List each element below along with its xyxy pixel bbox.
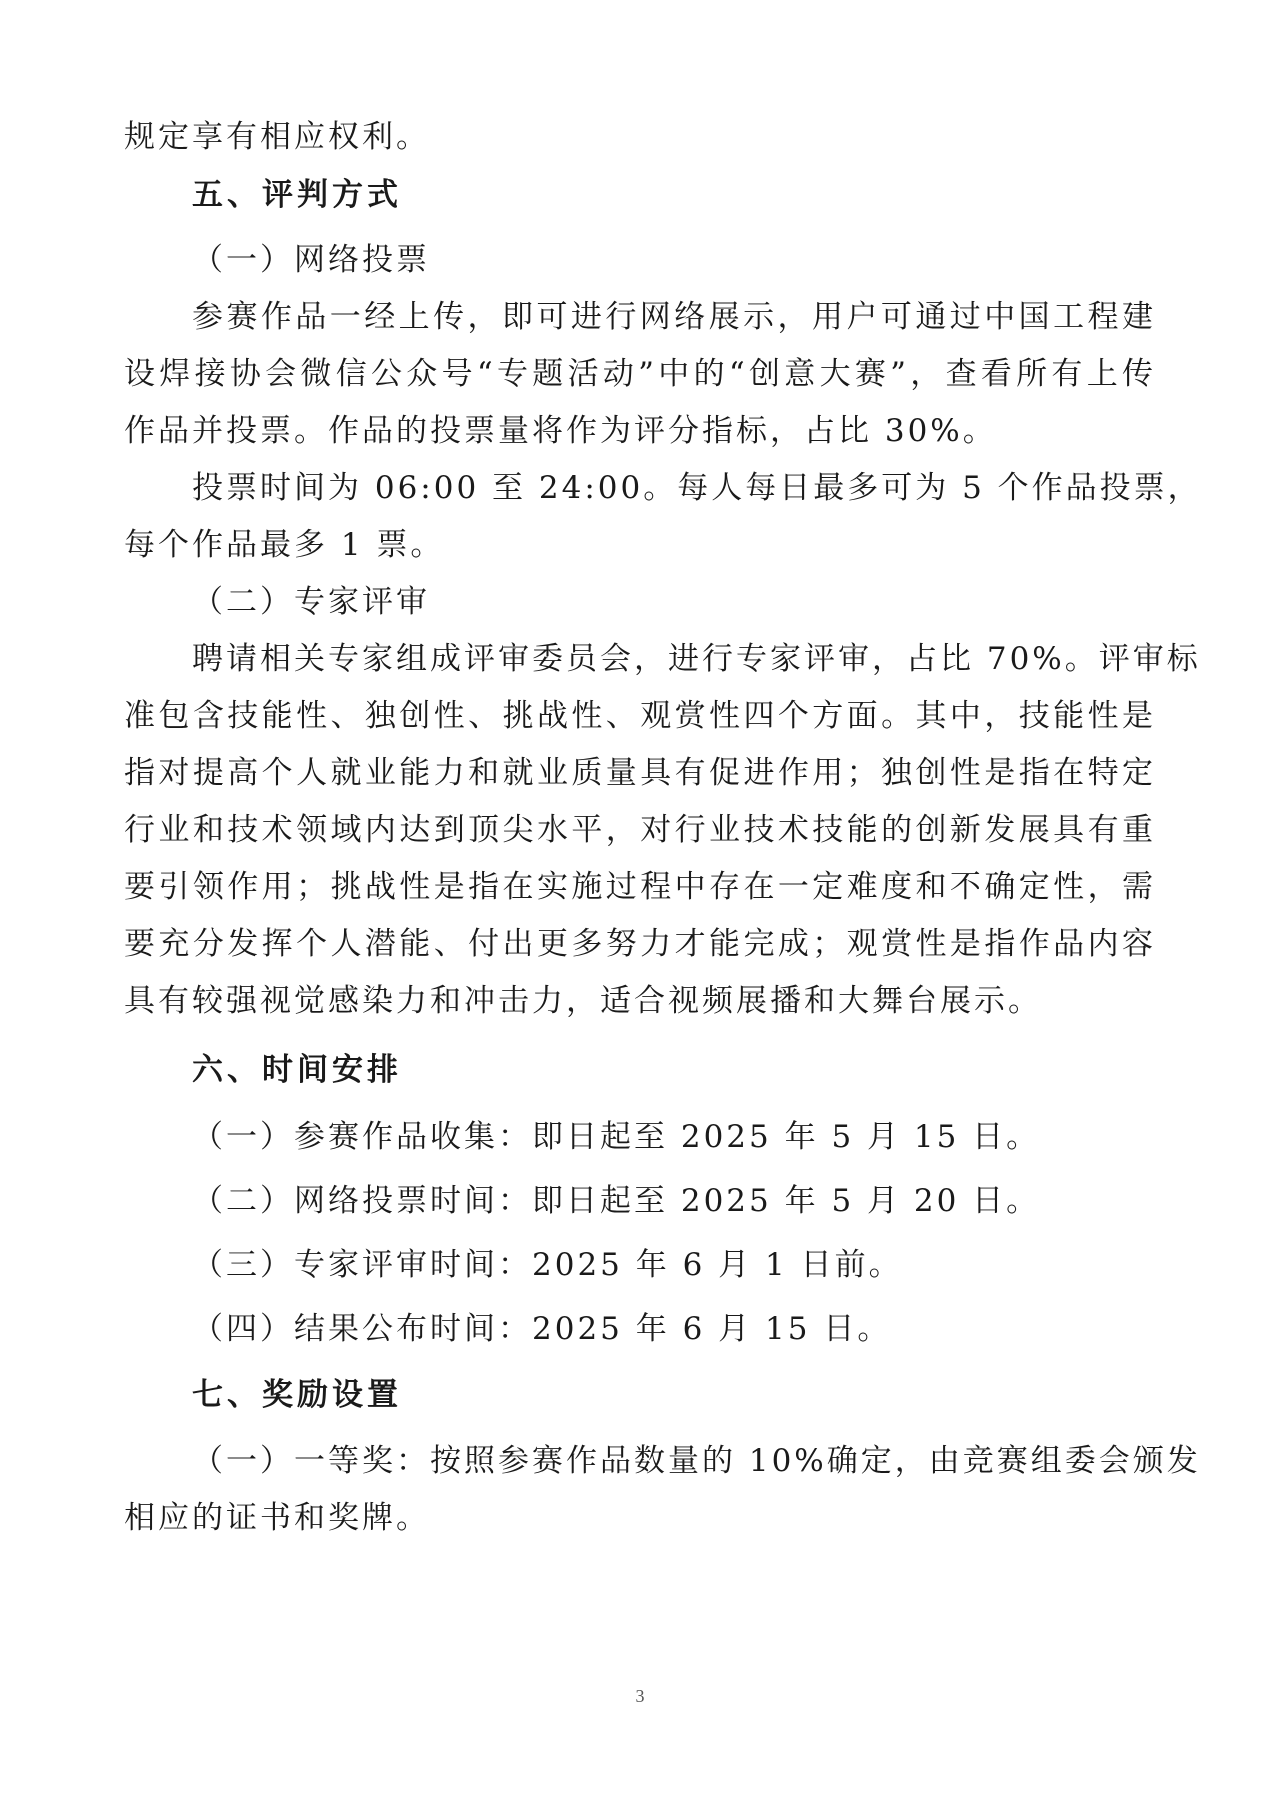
page-number: 3 bbox=[635, 1686, 645, 1706]
paragraph-line: 行业和技术领域内达到顶尖水平，对行业技术技能的创新发展具有重 bbox=[124, 812, 1156, 848]
paragraph-line: （一）一等奖：按照参赛作品数量的 10%确定，由竞赛组委会颁发 bbox=[192, 1443, 1201, 1479]
section-7-heading: 七、奖励设置 bbox=[192, 1377, 402, 1413]
paragraph-line: 具有较强视觉感染力和冲击力，适合视频展播和大舞台展示。 bbox=[124, 983, 1042, 1019]
section-5-sub2-title: （二）专家评审 bbox=[192, 584, 430, 620]
schedule-item: （二）网络投票时间：即日起至 2025 年 5 月 20 日。 bbox=[192, 1183, 1041, 1219]
paragraph-line: 投票时间为 06:00 至 24:00。每人每日最多可为 5 个作品投票， bbox=[192, 470, 1202, 506]
paragraph-line: 聘请相关专家组成评审委员会，进行专家评审，占比 70%。评审标 bbox=[192, 641, 1201, 677]
section-6-heading: 六、时间安排 bbox=[192, 1052, 402, 1088]
schedule-item: （三）专家评审时间：2025 年 6 月 1 日前。 bbox=[192, 1247, 903, 1283]
paragraph-line: 要充分发挥个人潜能、付出更多努力才能完成；观赏性是指作品内容 bbox=[124, 926, 1156, 962]
paragraph-line: 准包含技能性、独创性、挑战性、观赏性四个方面。其中，技能性是 bbox=[124, 698, 1156, 734]
paragraph-line: 要引领作用；挑战性是指在实施过程中存在一定难度和不确定性，需 bbox=[124, 869, 1156, 905]
section-5-heading: 五、评判方式 bbox=[192, 177, 402, 213]
paragraph-line: 每个作品最多 1 票。 bbox=[124, 527, 445, 563]
paragraph-line: 设焊接协会微信公众号“专题活动”中的“创意大赛”，查看所有上传 bbox=[124, 356, 1156, 392]
paragraph-line: 参赛作品一经上传，即可进行网络展示，用户可通过中国工程建 bbox=[192, 299, 1156, 335]
schedule-item: （一）参赛作品收集：即日起至 2025 年 5 月 15 日。 bbox=[192, 1119, 1041, 1155]
intro-line: 规定享有相应权利。 bbox=[124, 119, 430, 155]
paragraph-line: 作品并投票。作品的投票量将作为评分指标，占比 30%。 bbox=[124, 413, 997, 449]
section-5-sub1-title: （一）网络投票 bbox=[192, 242, 430, 278]
schedule-item: （四）结果公布时间：2025 年 6 月 15 日。 bbox=[192, 1311, 892, 1347]
paragraph-line: 指对提高个人就业能力和就业质量具有促进作用；独创性是指在特定 bbox=[124, 755, 1156, 791]
paragraph-line: 相应的证书和奖牌。 bbox=[124, 1500, 430, 1536]
